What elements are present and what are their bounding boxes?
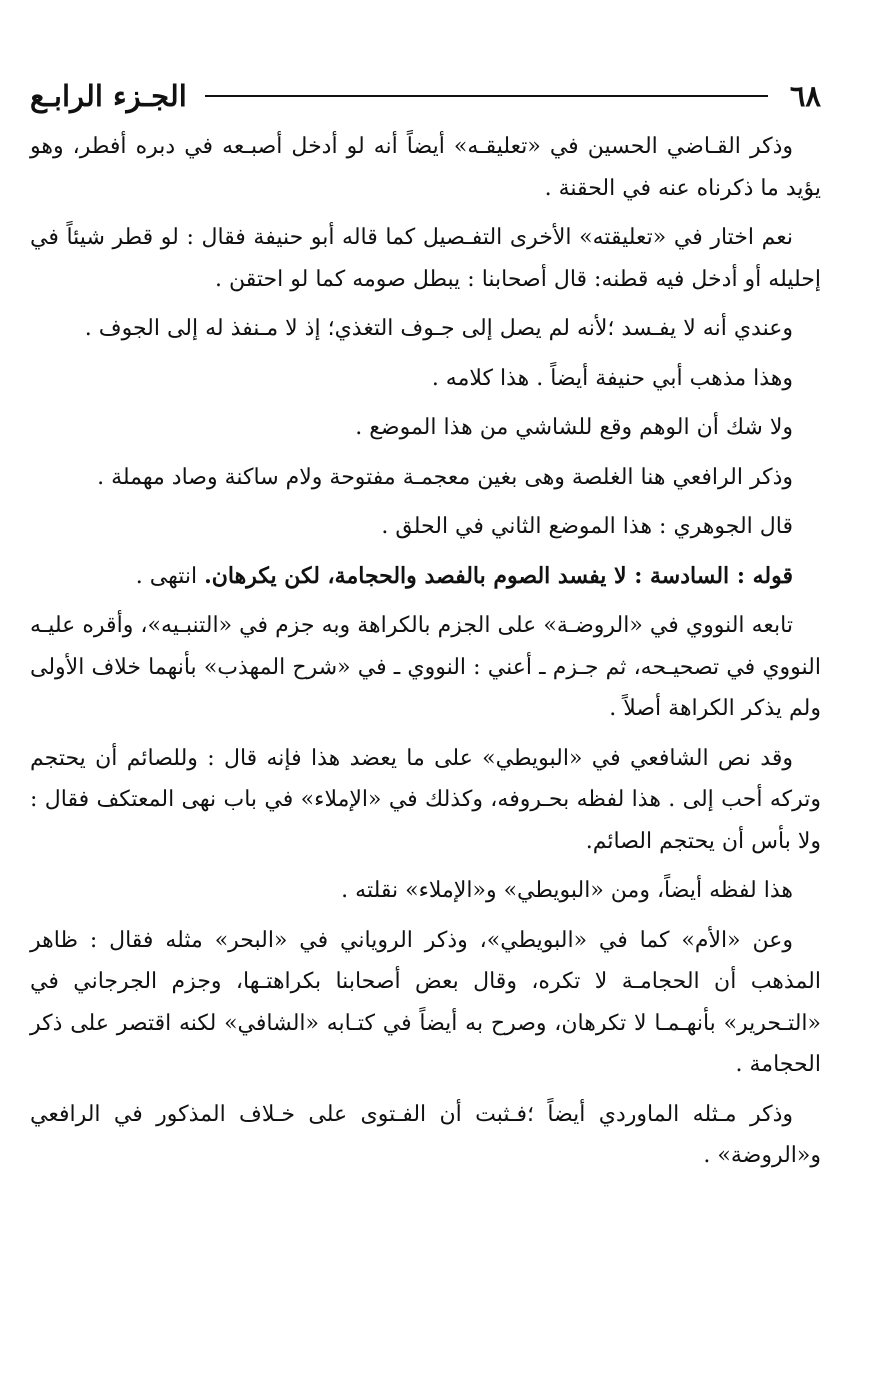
paragraph: هذا لفظه أيضاً، ومن «البويطي» و«الإملاء» نقلته . bbox=[341, 878, 793, 903]
paragraph-quote bbox=[30, 556, 821, 598]
page-body bbox=[30, 126, 821, 1185]
header-rule bbox=[205, 95, 768, 97]
quoted-heading: قوله : السادسة : لا يفسد الصوم بالفصد والحجامة، لكن يكرهان. bbox=[204, 562, 793, 589]
paragraph: وهذا مذهب أبي حنيفة أيضاً . هذا كلامه . bbox=[431, 365, 793, 391]
paragraph: نعم اختار في «تعليقته» الأخرى التفـصيل كما قاله أبو حنيفة فقال : لو قطر شيئاً في إحليله أو أدخل فيه قطنه: قال أصحابنا : يبطل صومه كما لو احتقن . bbox=[30, 225, 821, 292]
paragraph: قال الجوهري : هذا الموضع الثاني في الحلق . bbox=[381, 514, 793, 539]
paragraph: وذكر مـثله الماوردي أيضاً ؛فـثبت أن الفـتوى على خـلاف المذكور في الرافعي و«الروضة» . bbox=[30, 1101, 821, 1168]
paragraph: وعن «الأم» كما في «البويطي»، وذكر الروياني في «البحر» مثله فقال : ظاهر المذهب أن الحجامـة لا تكره، وقال بعض أصحابنا بكراهتـها، وجزم الجرجاني في «التـحرير» بأنهـمـا لا تكرهان، وصرح به أيضاً في كتـابه «الشافي» لكنه اقتصر على ذكر الحجامة . bbox=[30, 927, 821, 1077]
page-header bbox=[30, 74, 821, 118]
part-title: الجـزء الرابـع bbox=[30, 79, 187, 113]
paragraph: وذكر القـاضي الحسين في «تعليقـه» أيضاً أنه لو أدخل أصبـعه في دبره أفطر، وهو يؤيد ما ذكرناه عنه في الحقنة . bbox=[30, 134, 821, 201]
paragraph: وقد نص الشافعي في «البويطي» على ما يعضد هذا فإنه قال : وللصائم أن يحتجم وتركه أحب إلى . هذا لفظه بحـروفه، وكذلك في «الإملاء» في باب نهى المعتكف فقال : ولا بأس أن يحتجم الصائم. bbox=[30, 745, 821, 854]
page-number: ٦٨ bbox=[789, 79, 821, 113]
paragraph: وعندي أنه لا يفـسد ؛لأنه لم يصل إلى جـوف التغذي؛ إذ لا مـنفذ له إلى الجوف . bbox=[84, 316, 793, 341]
paragraph: وذكر الرافعي هنا الغلصة وهى بغين معجمـة مفتوحة ولام ساكنة وصاد مهملة . bbox=[97, 464, 793, 490]
paragraph: ولا شك أن الوهم وقع للشاشي من هذا الموضع . bbox=[355, 415, 793, 440]
paragraph: تابعه النووي في «الروضـة» على الجزم بالكراهة وبه جزم في «التنبـيه»، وأقره عليـه النووي في تصحيـحه، ثم جـزم ـ أعني : النووي ـ في «شرح المهذب» بأنهما خلاف الأولى ولم يذكر الكراهة أصلاً . bbox=[30, 613, 821, 721]
quoted-ending: انتهى . bbox=[135, 563, 205, 589]
